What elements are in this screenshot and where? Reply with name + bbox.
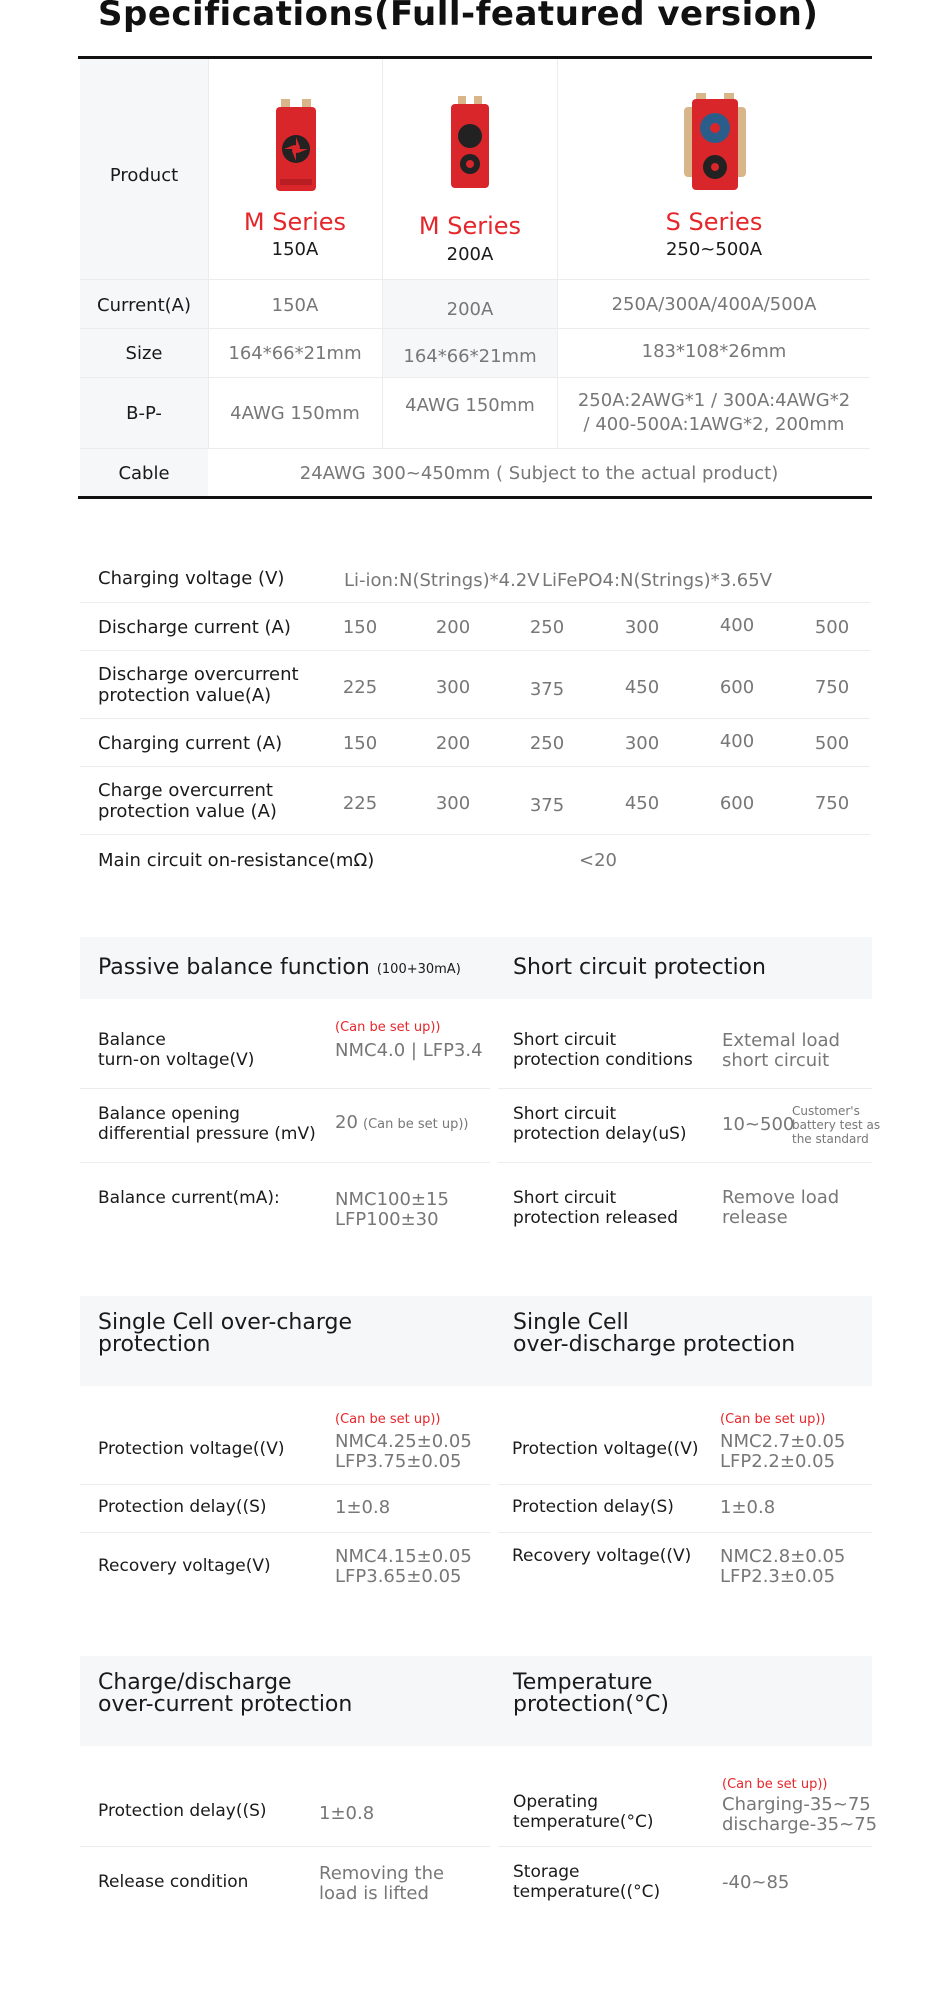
param-value: 500 xyxy=(814,616,850,638)
section-title xyxy=(513,1672,669,1716)
section-title-line: Single Cell over-charge xyxy=(98,1310,353,1335)
note-can-be-set: (Can be set up)) xyxy=(335,1020,441,1035)
table-bottom-rule xyxy=(78,496,872,499)
param-label xyxy=(513,1792,654,1832)
param-label: Protection voltage((V) xyxy=(512,1439,699,1459)
param-value-line: LFP100±30 xyxy=(335,1209,439,1230)
param-value-line: discharge-35~75 xyxy=(722,1814,878,1835)
param-note-line: battery test as xyxy=(792,1118,881,1132)
param-label: Protection delay((S) xyxy=(98,1497,267,1517)
param-value: 400 xyxy=(719,730,755,752)
param-label: Release condition xyxy=(98,1872,249,1892)
param-value: 10~500 xyxy=(722,1114,795,1135)
cell-size: 183*108*26mm xyxy=(641,340,787,362)
param-value: 1±0.8 xyxy=(319,1803,375,1824)
param-value: 150 xyxy=(342,616,378,638)
note-can-be-set: (Can be set up)) xyxy=(720,1412,826,1427)
param-value-line: release xyxy=(722,1207,788,1228)
param-value-line: NMC100±15 xyxy=(335,1189,449,1210)
param-label: Discharge current (A) xyxy=(98,616,291,638)
section-title xyxy=(513,1312,795,1356)
param-value-line: Removing the xyxy=(319,1863,445,1884)
cell-cable: 24AWG 300~450mm ( Subject to the actual product) xyxy=(299,462,779,484)
param-value-line: short circuit xyxy=(722,1050,830,1071)
param-label xyxy=(98,664,299,706)
param-label-line: Charge overcurrent xyxy=(98,780,273,801)
param-label-line: protection value(A) xyxy=(98,685,272,706)
cell-size: 164*66*21mm xyxy=(403,345,537,367)
label-column-bg xyxy=(80,59,208,496)
section-title-line: protection xyxy=(98,1332,211,1357)
param-value-line: NMC2.7±0.05 xyxy=(720,1431,846,1452)
param-value: 225 xyxy=(342,792,378,814)
param-label-line: Balance opening xyxy=(98,1104,240,1124)
param-label-line: Short circuit xyxy=(513,1104,617,1124)
param-label-line: temperature(°C) xyxy=(513,1812,654,1832)
section-title xyxy=(98,1672,352,1716)
product-series-title: M Series xyxy=(243,208,347,236)
cell-current: 150A xyxy=(271,294,319,316)
param-value: 750 xyxy=(814,792,850,814)
param-label-line: protection released xyxy=(513,1208,679,1228)
product-amp: 200A xyxy=(446,243,494,265)
param-value-line: Remove load xyxy=(722,1187,840,1208)
param-label: Balance current(mA): xyxy=(98,1188,280,1208)
cell-size: 164*66*21mm xyxy=(228,342,362,364)
param-value: Li-ion:N(Strings)*4.2V xyxy=(344,569,540,591)
cell-bp-line2: / 400-500A:1AWG*2, 200mm xyxy=(583,413,845,435)
param-label: Charging current (A) xyxy=(98,732,283,754)
param-label-line: Short circuit xyxy=(513,1188,617,1208)
param-note-line: Customer's xyxy=(792,1104,860,1118)
row-label-bp: B-P- xyxy=(126,402,162,424)
param-label xyxy=(98,780,277,822)
section-title xyxy=(98,951,461,983)
param-value xyxy=(335,1432,472,1472)
cell-current: 250A/300A/400A/500A xyxy=(611,293,817,315)
param-value xyxy=(335,1190,449,1230)
cell-bp: 4AWG 150mm xyxy=(230,402,360,424)
param-value: 375 xyxy=(529,678,565,700)
param-value-line: load is lifted xyxy=(319,1883,429,1904)
param-label-line: differential pressure (mV) xyxy=(98,1124,316,1144)
param-label-line: protection value (A) xyxy=(98,801,277,822)
param-label-line: Short circuit xyxy=(513,1030,617,1050)
param-label xyxy=(513,1862,660,1902)
param-label-line: Balance xyxy=(98,1030,166,1050)
param-label-line: Discharge overcurrent xyxy=(98,664,299,685)
param-label-line: temperature((°C) xyxy=(513,1882,661,1902)
param-label: Recovery voltage((V) xyxy=(512,1546,692,1566)
param-value-line: NMC4.25±0.05 xyxy=(335,1431,472,1452)
section-title-line: over-discharge protection xyxy=(513,1332,796,1357)
param-value: 600 xyxy=(719,792,755,814)
param-value: LiFePO4:N(Strings)*3.65V xyxy=(542,569,773,591)
section-title-line: Single Cell xyxy=(513,1310,629,1335)
param-value xyxy=(722,1795,877,1835)
param-note-line: the standard xyxy=(792,1132,869,1146)
param-value: 200 xyxy=(435,732,471,754)
param-value: 300 xyxy=(435,792,471,814)
param-label-line: protection conditions xyxy=(513,1050,693,1070)
param-label xyxy=(98,1030,254,1070)
product-amp: 250~500A xyxy=(665,238,763,260)
param-value: 250 xyxy=(529,732,565,754)
param-value: 300 xyxy=(624,616,660,638)
param-label xyxy=(513,1188,678,1228)
param-value: -40~85 xyxy=(722,1872,790,1893)
param-value-line: Extemal load xyxy=(722,1030,840,1051)
section-title-line: protection(°C) xyxy=(513,1692,669,1717)
param-label: Recovery voltage(V) xyxy=(98,1556,271,1576)
param-value xyxy=(722,1188,839,1228)
row-label-size: Size xyxy=(125,342,163,364)
m-series-200-board-image xyxy=(448,96,492,188)
param-value: 1±0.8 xyxy=(720,1497,776,1518)
param-value-line: Charging-35~75 xyxy=(722,1794,871,1815)
param-value: NMC4.0 | LFP3.4 xyxy=(335,1040,483,1061)
param-value-line: LFP2.3±0.05 xyxy=(720,1566,836,1587)
param-value: 500 xyxy=(814,732,850,754)
page-title: Specifications(Full-featured version) xyxy=(98,0,819,34)
param-value-group xyxy=(335,1112,469,1133)
param-value xyxy=(335,1547,472,1587)
product-series-title: M Series xyxy=(418,212,522,240)
param-value: 450 xyxy=(624,792,660,814)
param-value: 450 xyxy=(624,676,660,698)
param-value: 300 xyxy=(624,732,660,754)
param-label: Protection delay((S) xyxy=(98,1801,267,1821)
note-can-be-set: (Can be set up)) xyxy=(363,1117,469,1132)
param-label-line: Operating xyxy=(513,1792,598,1812)
row-label-cable: Cable xyxy=(118,462,170,484)
product-amp: 150A xyxy=(271,238,319,260)
param-value: 1±0.8 xyxy=(335,1497,391,1518)
param-value: 400 xyxy=(719,614,755,636)
param-value: 225 xyxy=(342,676,378,698)
param-note xyxy=(792,1104,880,1146)
section-title-line: over-current protection xyxy=(98,1692,353,1717)
s-series-board-image xyxy=(684,93,746,190)
section-title-line: Temperature xyxy=(513,1670,653,1695)
param-value xyxy=(720,1547,845,1587)
cell-bp: 4AWG 150mm xyxy=(405,394,535,416)
param-value: 600 xyxy=(719,676,755,698)
param-value-line: LFP2.2±0.05 xyxy=(720,1451,836,1472)
row-label-current: Current(A) xyxy=(97,294,191,316)
section-title-note: (100+30mA) xyxy=(376,961,461,977)
param-label-line: Storage xyxy=(513,1862,580,1882)
section-title xyxy=(98,1312,352,1356)
param-value: 375 xyxy=(529,794,565,816)
param-value: 150 xyxy=(342,732,378,754)
row-label-product: Product xyxy=(109,164,179,186)
param-value xyxy=(720,1432,845,1472)
param-value: 20 xyxy=(335,1112,358,1133)
param-label: Protection delay(S) xyxy=(512,1497,674,1517)
param-label xyxy=(513,1104,687,1144)
param-label: Protection voltage((V) xyxy=(98,1439,285,1459)
section-title-text: Passive balance function xyxy=(98,954,370,980)
section-title-line: Charge/discharge xyxy=(98,1670,292,1695)
section-title: Short circuit protection xyxy=(513,954,766,980)
param-label-line: protection delay(uS) xyxy=(513,1124,687,1144)
param-label: Charging voltage (V) xyxy=(98,567,285,589)
param-value-line: NMC2.8±0.05 xyxy=(720,1546,846,1567)
param-value: 200 xyxy=(435,616,471,638)
param-value: 250 xyxy=(529,616,565,638)
cell-current: 200A xyxy=(446,298,494,320)
param-label: Main circuit on-resistance(mΩ) xyxy=(98,849,375,871)
param-value: 750 xyxy=(814,676,850,698)
note-can-be-set: (Can be set up)) xyxy=(722,1777,828,1792)
param-value-line: LFP3.75±0.05 xyxy=(335,1451,462,1472)
param-label xyxy=(513,1030,693,1070)
param-value: <20 xyxy=(579,849,617,871)
note-can-be-set: (Can be set up)) xyxy=(335,1412,441,1427)
param-value xyxy=(319,1864,444,1904)
param-value xyxy=(722,1031,840,1071)
param-value-line: NMC4.15±0.05 xyxy=(335,1546,472,1567)
param-label-line: turn-on voltage(V) xyxy=(98,1050,255,1070)
product-series-title: S Series xyxy=(665,208,763,236)
param-label xyxy=(98,1104,316,1144)
param-value-line: LFP3.65±0.05 xyxy=(335,1566,462,1587)
cell-bp-line1: 250A:2AWG*1 / 300A:4AWG*2 xyxy=(577,389,851,411)
param-value: 300 xyxy=(435,676,471,698)
m-series-150-board-image xyxy=(272,99,320,191)
